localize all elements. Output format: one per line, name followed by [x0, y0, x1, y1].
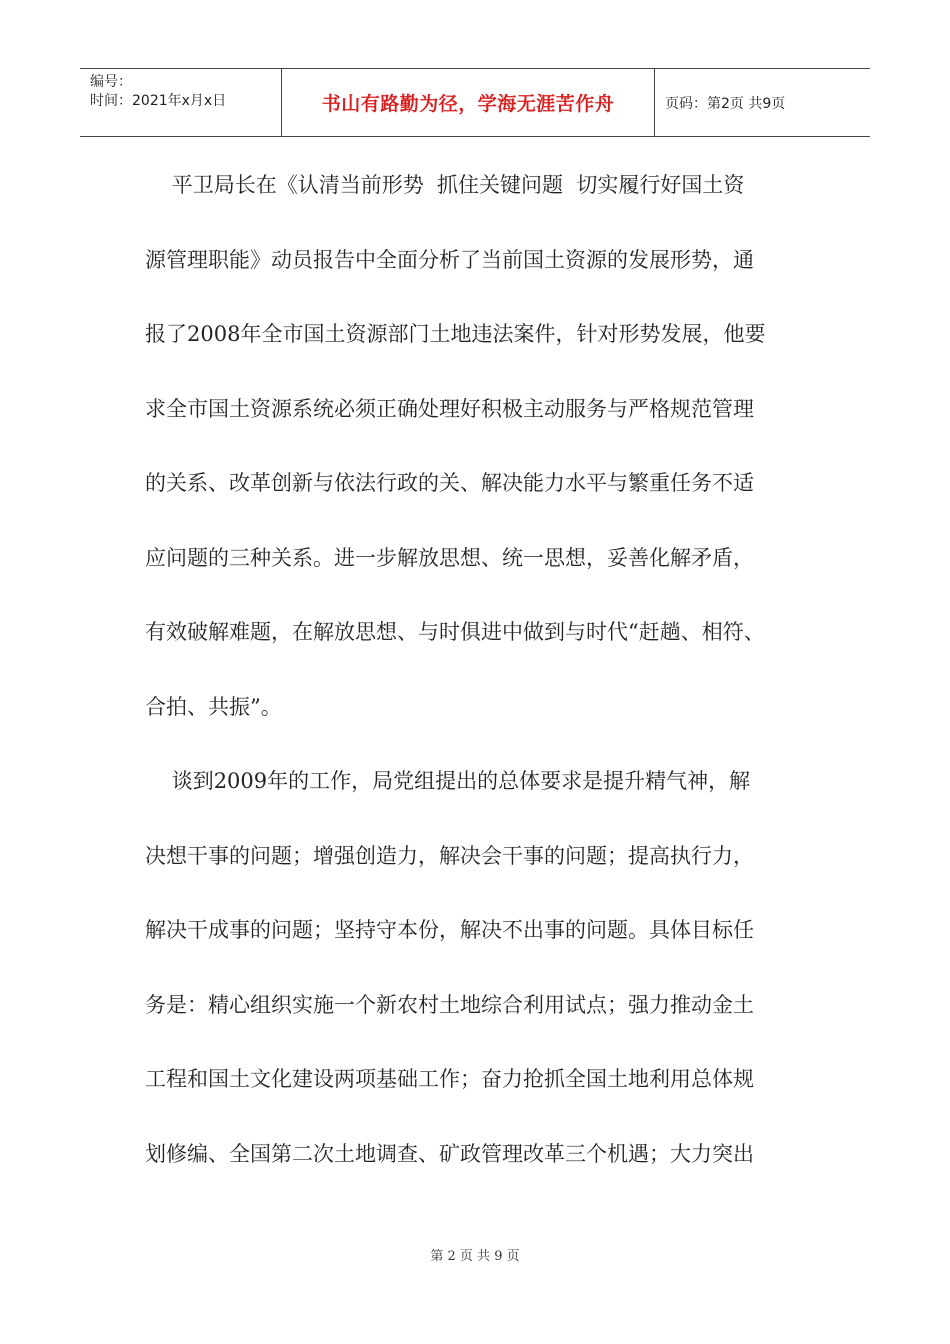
body-line: 合拍、共振”。: [145, 694, 282, 719]
page-info: 页码：第2页 共9页: [665, 95, 786, 112]
body-line: 的关系、改革创新与依法行政的关、解决能力水平与繁重任务不适: [145, 471, 754, 495]
body-line: 决想干事的问题；增强创造力，解决会干事的问题；提高执行力，: [145, 843, 754, 868]
number-label: 编号：: [90, 74, 132, 90]
body-line: 求全市国土资源系统必须正确处理好积极主动服务与严格规范管理: [145, 396, 754, 421]
body-line: 工程和国土文化建设两项基础工作；奋力抢抓全国土地利用总体规: [145, 1067, 754, 1091]
body-line: 源管理职能》动员报告中全面分析了当前国土资源的发展形势，通: [145, 247, 754, 272]
page-footer: [0, 1245, 950, 1264]
document-body: [145, 155, 805, 1198]
body-line: 报了2008年全市国土资源部门土地违法案件，针对形势发展，他要: [145, 322, 766, 346]
header-meta-cell: [80, 69, 282, 136]
header-page-cell: [655, 69, 870, 136]
body-line: 应问题的三种关系。进一步解放思想、统一思想，妥善化解矛盾，: [145, 545, 754, 570]
footer-page-number: 第 2 页 共 9 页: [430, 1249, 520, 1264]
motto-text: 书山有路勤为径，学海无涯苦作舟: [321, 93, 615, 115]
body-line: 平卫局长在《认清当前形势 抓住关键问题 切实履行好国土资: [145, 173, 745, 197]
body-line: 划修编、全国第二次土地调查、矿政管理改革三个机遇；大力突出: [145, 1141, 754, 1166]
body-line: 谈到2009年的工作，局党组提出的总体要求是提升精气神，解: [145, 769, 751, 793]
time-label: 时间：2021年x月x日: [90, 93, 227, 109]
body-line: 解决干成事的问题；坚持守本份，解决不出事的问题。具体目标任: [145, 918, 754, 942]
body-line: 有效破解难题，在解放思想、与时俱进中做到与时代“赶趟、相符、: [145, 620, 765, 644]
body-line: 务是：精心组织实施一个新农村土地综合利用试点；强力推动金土: [145, 992, 754, 1017]
document-header: [80, 68, 870, 137]
header-motto-cell: [282, 69, 655, 136]
